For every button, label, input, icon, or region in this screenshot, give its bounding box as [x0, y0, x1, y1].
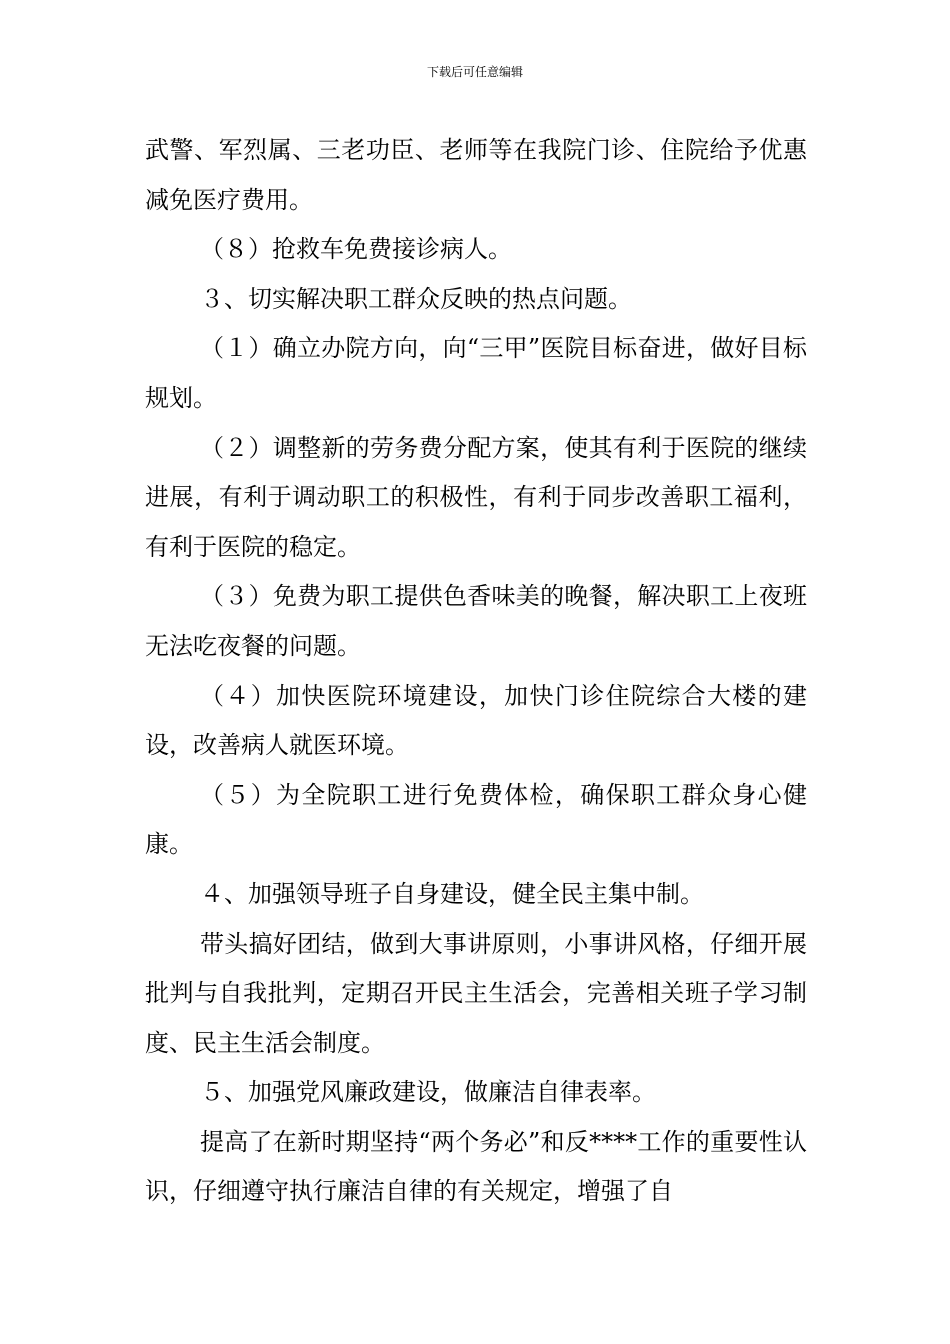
- paragraph: （８）抢救车免费接诊病人。: [200, 235, 512, 264]
- paragraph: 提高了在新时期坚持“两个务必”和反****工作的重要性认识，仔细遵守执行廉洁自律的有关规定，增强了自: [145, 1127, 807, 1206]
- paragraph: （３）免费为职工提供色香味美的晚餐，解决职工上夜班无法吃夜餐的问题。: [145, 582, 807, 660]
- paragraph: ５、加强党风廉政建设，做廉洁自律表率。: [200, 1078, 656, 1107]
- paragraph: （５）为全院职工进行免费体检，确保职工群众身心健康。: [145, 780, 807, 859]
- paragraph: 武警、军烈属、三老功臣、老师等在我院门诊、住院给予优惠减免医疗费用。: [145, 136, 807, 214]
- paragraph: （２）调整新的劳务费分配方案，使其有利于医院的继续进展，有利于调动职工的积极性，有利于同步改善职工福利，有利于医院的稳定。: [145, 433, 807, 561]
- page-header: 下载后可任意编辑: [426, 65, 523, 79]
- document-body: [145, 126, 807, 1217]
- paragraph: ４、加强领导班子自身建设，健全民主集中制。: [200, 879, 704, 908]
- paragraph: （４）加快医院环境建设，加快门诊住院综合大楼的建设，改善病人就医环境。: [145, 681, 807, 760]
- paragraph: （１）确立办院方向，向“三甲”医院目标奋进，做好目标规划。: [145, 334, 807, 412]
- paragraph: ３、切实解决职工群众反映的热点问题。: [200, 284, 632, 313]
- paragraph: 带头搞好团结，做到大事讲原则，小事讲风格，仔细开展批判与自我批判，定期召开民主生活会，完善相关班子学习制度、民主生活会制度。: [145, 929, 807, 1057]
